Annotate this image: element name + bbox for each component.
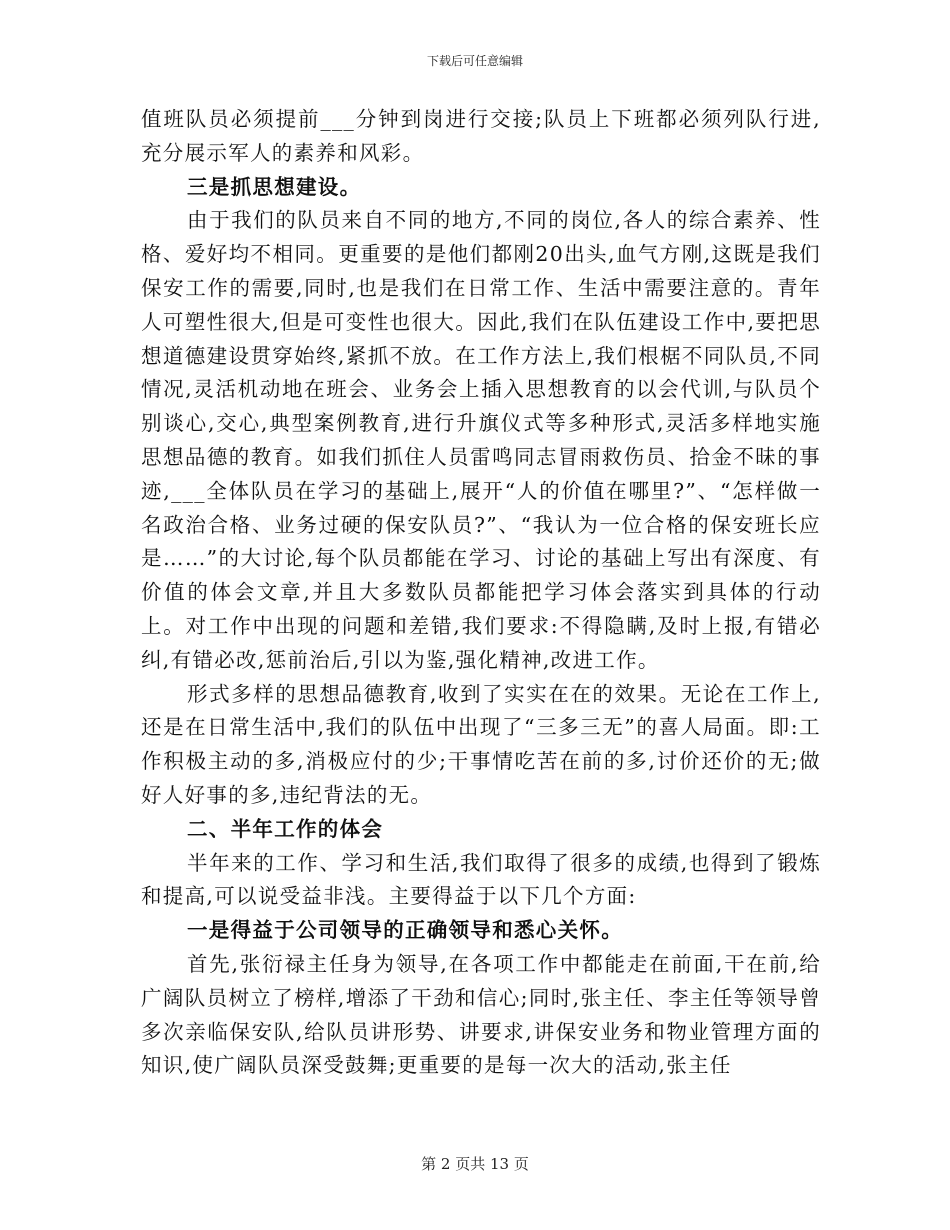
- paragraph-ideological-education: 由于我们的队员来自不同的地方,不同的岗位,各人的综合素养、性格、爱好均不相同。更重要的是他们都刚20出头,血气方刚,这既是我们保安工作的需要,同时,也是我们在日常工作、生活中需要注意的。青年人可塑性很大,但是可变性也很大。因此,我们在队伍建设工作中,要把思想道德建设贯穿始终,紧抓不放。在工作方法上,我们根椐不同队员,不同情况,灵活机动地在班会、业务会上插入思想教育的以会代训,与队员个别谈心,交心,典型案例教育,进行升旗仪式等多种形式,灵活多样地实施思想品德的教育。如我们抓住人员雷鸣同志冒雨救伤员、拾金不昧的事迹,___全体队员在学习的基础上,展开“人的价值在哪里?”、“怎样做一名政治合格、业务过硬的保安队员?”、“我认为一位合格的保安班长应是……”的大讨论,每个队员都能在学习、讨论的基础上写出有深度、有价值的体会文章,并且大多数队员都能把学习体会落实到具体的行动上。对工作中出现的问题和差错,我们要求:不得隐瞒,及时上报,有错必纠,有错必改,惩前治后,引以为鉴,强化精神,改进工作。: [141, 208, 821, 672]
- paragraph-half-year-summary: 半年来的工作、学习和生活,我们取得了很多的成绩,也得到了锻炼和提高,可以说受益非浅。主要得益于以下几个方面:: [141, 850, 821, 909]
- page-header: 下载后可任意编辑: [426, 54, 523, 68]
- paragraph-shift-handover: 值班队员必须提前___分钟到岗进行交接;队员上下班都必须列队行进,充分展示军人的素养和风彩。: [141, 107, 821, 165]
- document-body: [141, 103, 821, 1083]
- paragraph-education-results: 形式多样的思想品德教育,收到了实实在在的效果。无论在工作上,还是在日常生活中,我们的队伍中出现了“三多三无”的喜人局面。即:工作积极主动的多,消极应付的少;干事情吃苦在前的多,讨价还价的无;做好人好事的多,违纪背法的无。: [141, 681, 821, 807]
- heading-ideological-building: 三是抓思想建设。: [187, 174, 362, 199]
- heading-half-year-experience: 二、半年工作的体会: [187, 816, 384, 841]
- page-footer: 第 2 页共 13 页: [421, 1155, 529, 1173]
- paragraph-leadership-example: 首先,张衍禄主任身为领导,在各项工作中都能走在前面,干在前,给广阔队员树立了榜样,增添了干劲和信心;同时,张主任、李主任等领导曾多次亲临保安队,给队员讲形势、讲要求,讲保安业务和物业管理方面的知识,使广阔队员深受鼓舞;更重要的是每一次大的活动,张主任: [141, 951, 821, 1078]
- heading-leadership-support: 一是得益于公司领导的正确领导和悉心关怀。: [187, 918, 623, 943]
